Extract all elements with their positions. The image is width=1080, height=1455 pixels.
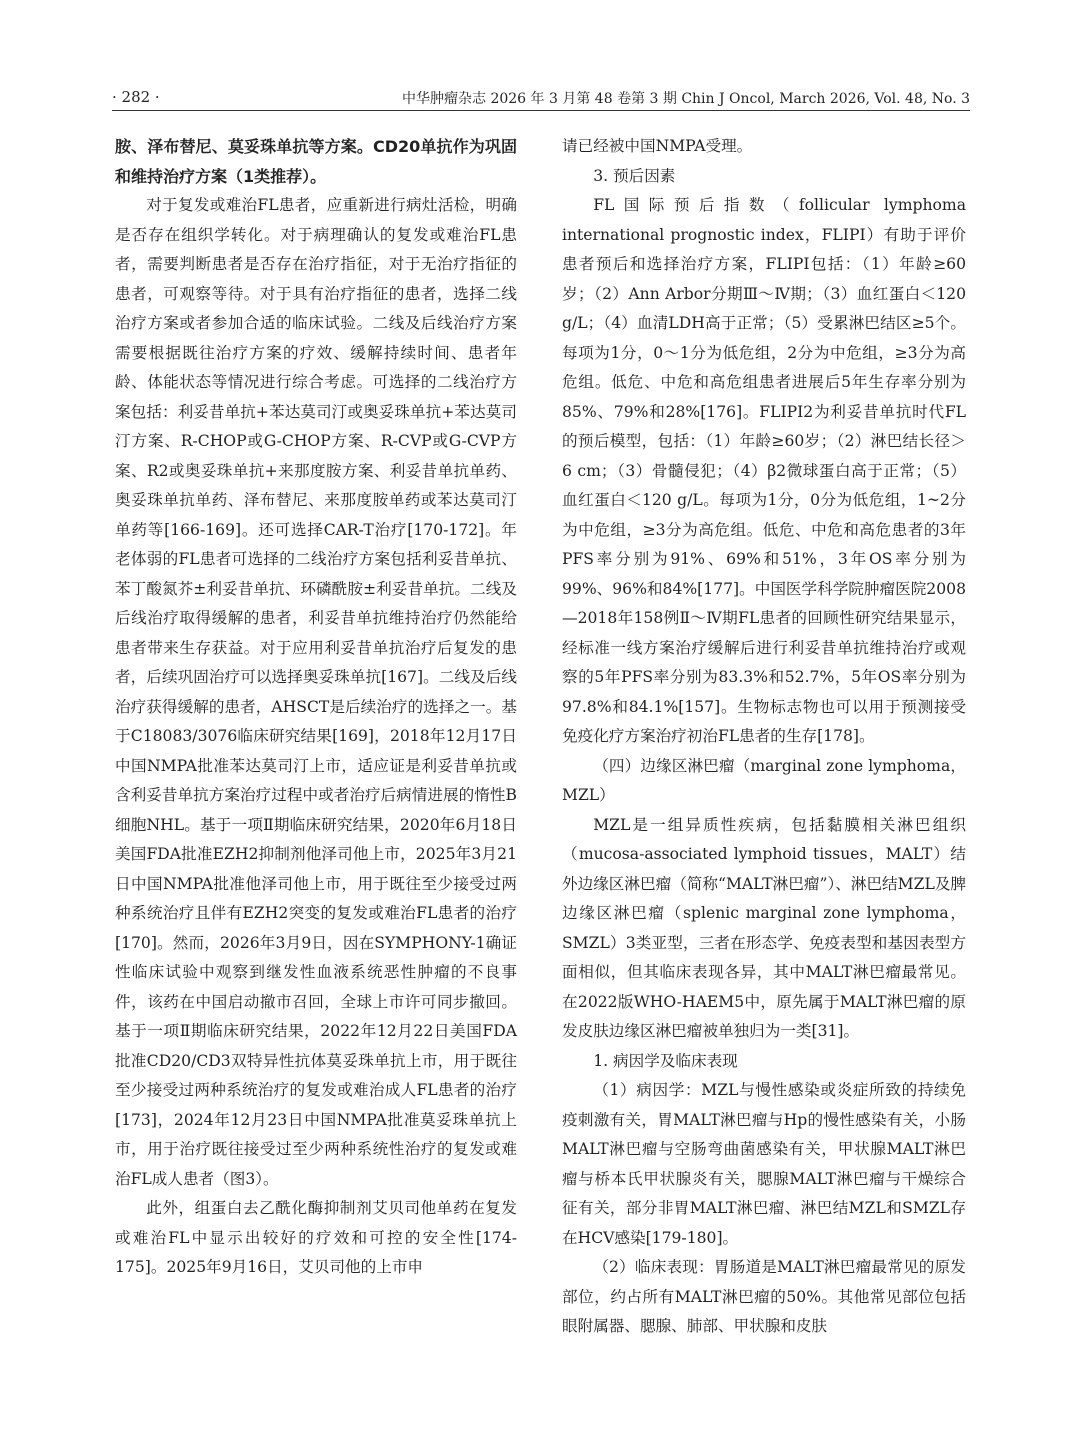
paragraph-clinical: （2）临床表现：胃肠道是MALT淋巴瘤最常见的原发部位，约占所有MALT淋巴瘤的50%。其他常见部位包括眼附属器、腮腺、肺部、甲状腺和皮肤 bbox=[562, 1258, 966, 1335]
journal-info: 中华肿瘤杂志 2026 年 3 月第 48 卷第 3 期 Chin J Oncol, March 2026, Vol. 48, No. 3 bbox=[402, 91, 970, 107]
header-rule bbox=[112, 110, 970, 111]
right-column bbox=[562, 132, 966, 1342]
recommendation-text: 胺、泽布替尼、莫妥珠单抗等方案。CD20单抗作为巩固和维持治疗方案（1类推荐）。 bbox=[115, 137, 517, 186]
paragraph-mzl-overview: MZL是一组异质性疾病，包括黏膜相关淋巴组织（mucosa-associated lymphoid tissues，MALT）结外边缘区淋巴瘤（简称“MALT淋巴瘤”）、淋巴结MZL及脾边缘区淋巴瘤（splenic marginal zone lymphoma，SMZL）3类亚型，三者在形态学、免疫表型和基因表型方面相似，但其临床表现各异，其中MALT淋巴瘤最常见。在2022版WHO-HAEM5中，原先属于MALT淋巴瘤的原发皮肤边缘区淋巴瘤被单独归为一类[31]。 bbox=[562, 815, 966, 1040]
section-heading-prognosis: 3. 预后因素 bbox=[593, 166, 676, 185]
paragraph-relapsed-fl: 对于复发或难治FL患者，应重新进行病灶活检，明确是否存在组织学转化。对于病理确认的复发或难治FL患者，需要判断患者是否存在治疗指征，对于无治疗指征的患者，可观察等待。对于具有治疗指征的患者，选择二线治疗方案或者参加合适的临床试验。二线及后线治疗方案需要根据既往治疗方案的疗效、缓解持续时间、患者年龄、体能状态等情况进行综合考虑。可选择的二线治疗方案包括：利妥昔单抗+苯达莫司汀或奥妥珠单抗+苯达莫司汀方案、R-CHOP或G-CHOP方案、R-CVP或G-CVP方案、R2或奥妥珠单抗+来那度胺方案、利妥昔单抗单药、奥妥珠单抗单药、泽布替尼、来那度胺单药或苯达莫司汀单药等[166-169]。还可选择CAR-T治疗[170-172]。年老体弱的FL患者可选择的二线治疗方案包括利妥昔单抗、苯丁酸氮芥±利妥昔单抗、环磷酰胺±利妥昔单抗。二线及后线治疗取得缓解的患者，利妥昔单抗维持治疗仍然能给患者带来生存获益。对于应用利妥昔单抗治疗后复发的患者，后续巩固治疗可以选择奥妥珠单抗[167]。二线及后线治疗获得缓解的患者，AHSCT是后续治疗的选择之一。基于C18083/3076临床研究结果[169]，2018年12月17日中国NMPA批准苯达莫司汀上市，适应证是利妥昔单抗或含利妥昔单抗方案治疗过程中或者治疗后病情进展的惰性B细胞NHL。基于一项Ⅱ期临床研究结果，2020年6月18日美国FDA批准EZH2抑制剂他泽司他上市，2025年3月21日中国NMPA批准他泽司他上市，用于既往至少接受过两种系统治疗且伴有EZH2突变的复发或难治FL患者的治疗[170]。然而，2026年3月9日，因在SYMPHONY-1确证性临床试验中观察到继发性血液系统恶性肿瘤的不良事件，该药在中国启动撤市召回，全球上市许可同步撤回。基于一项Ⅱ期临床研究结果，2022年12月22日美国FDA批准CD20/CD3双特异性抗体莫妥珠单抗上市，用于既往至少接受过两种系统治疗的复发或难治成人FL患者的治疗[173]，2024年12月23日中国NMPA批准莫妥珠单抗上市，用于治疗既往接受过至少两种系统性治疗的复发或难治FL成人患者（图3）。 bbox=[115, 196, 517, 1188]
page-number: · 282 · bbox=[112, 88, 160, 106]
section-heading-etiology: 1. 病因学及临床表现 bbox=[593, 1051, 738, 1070]
paragraph-etiology: （1）病因学：MZL与慢性感染或炎症所致的持续免疫刺激有关，胃MALT淋巴瘤与Hp的慢性感染有关，小肠MALT淋巴瘤与空肠弯曲菌感染有关，甲状腺MALT淋巴瘤与桥本氏甲状腺炎有关，腮腺MALT淋巴瘤与干燥综合征有关，部分非胃MALT淋巴瘤、淋巴结MZL和SMZL存在HCV感染[179-180]。 bbox=[562, 1081, 966, 1247]
paragraph-flipi: FL国际预后指数（follicular lymphoma international prognostic index，FLIPI）有助于评价患者预后和选择治疗方案，FLIPI包括：（1）年龄≥60岁；（2）Ann Arbor分期Ⅲ～Ⅳ期；（3）血红蛋白＜120 g/L；（4）血清LDH高于正常；（5）受累淋巴结区≥5个。每项为1分，0～1分为低危组，2分为中危组，≥3分为高危组。低危、中危和高危组患者进展后5年生存率分别为85%、79%和28%[176]。FLIPI2为利妥昔单抗时代FL的预后模型，包括：（1）年龄≥60岁；（2）淋巴结长径＞6 cm；（3）骨髓侵犯；（4）β2微球蛋白高于正常；（5）血红蛋白＜120 g/L。每项为1分，0分为低危组，1~2分为中危组，≥3分为高危组。低危、中危和高危患者的3年PFS率分别为91%、69%和51%，3年OS率分别为99%、96%和84%[177]。中国医学科学院肿瘤医院2008—2018年158例Ⅱ～Ⅳ期FL患者的回顾性研究结果显示，经标准一线方案治疗缓解后进行利妥昔单抗维持治疗或观察的5年PFS率分别为83.3%和52.7%，5年OS率分别为97.8%和84.1%[157]。生物标志物也可以用于预测接受免疫化疗方案治疗初治FL患者的生存[178]。 bbox=[562, 196, 966, 745]
section-heading-mzl: （四）边缘区淋巴瘤（marginal zone lymphoma，MZL） bbox=[562, 756, 966, 804]
page-header bbox=[112, 78, 970, 106]
paragraph-hdac-inhibitor: 此外，组蛋白去乙酰化酶抑制剂艾贝司他单药在复发或难治FL中显示出较好的疗效和可控的安全性[174-175]。2025年9月16日，艾贝司他的上市申 bbox=[115, 1199, 517, 1276]
paragraph-continuation: 请已经被中国NMPA受理。 bbox=[562, 137, 753, 155]
left-column bbox=[115, 132, 517, 1283]
